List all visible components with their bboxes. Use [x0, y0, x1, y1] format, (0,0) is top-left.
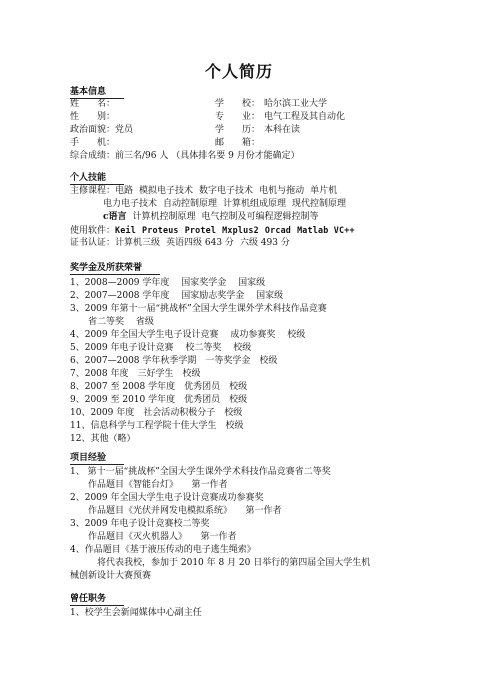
course-item: 电气控制及可编程逻辑控制等 [201, 212, 319, 222]
email-label: 邮 箱： [215, 138, 261, 148]
project-line: 2、2009 年全国大学生电子设计竞赛成功参赛奖 [70, 493, 264, 503]
project-line: 作品题目《光伏并网发电模拟系统》 第一作者 [70, 506, 282, 516]
award-item: 10、2009 年度 社会活动积极分子 校级 [70, 408, 243, 418]
degree-value: 本科在读 [264, 125, 301, 135]
grades-line: 综合成绩：前三名/96 人 （具体排名要 9 月份才能确定） [70, 151, 300, 161]
award-item: 3、2009 年第十一届“挑战杯”全国大学生课外学术科技作品竞赛 [70, 304, 327, 314]
certs-label: 证书认证： [70, 238, 116, 248]
software-item: Protel [184, 225, 217, 235]
degree-label: 学 历： [215, 125, 261, 135]
course-item: 计算机控制原理 [132, 212, 196, 222]
award-item: 2、2007—2008 学年度 国家励志奖学金 国家级 [70, 291, 284, 301]
phone-label: 手 机： [70, 138, 116, 148]
project-line: 1、 第十一届“挑战杯”全国大学生课外学术科技作品竞赛省二等奖 [70, 467, 331, 477]
school-value: 哈尔滨工业大学 [264, 99, 328, 109]
award-item: 1、2008—2009 学年度 国家奖学金 国家级 [70, 278, 266, 288]
project-line: 作品题目《灭火机器人》 第一作者 [70, 532, 237, 542]
courses-row-3 [103, 211, 319, 223]
course-item: 电路 [115, 186, 134, 196]
section-heading-positions: 曾任职务 [70, 593, 124, 606]
award-item: 7、2008 年度 三好学生 校级 [70, 369, 201, 379]
page-title: 个人简历 [204, 62, 273, 81]
section-heading-projects: 项目经验 [70, 452, 124, 465]
section-heading-basic-info: 基本信息 [70, 86, 124, 99]
software-item: Proteus [141, 225, 179, 235]
section-heading-skills: 个人技能 [70, 172, 124, 185]
award-item: 4、2009 年全国大学生电子设计竞赛 成功参赛奖 校级 [70, 330, 306, 340]
software-item: Keil [115, 225, 136, 235]
award-item: 省二等奖 省级 [70, 317, 154, 327]
project-line: 4、作品题目《基于液压传动的电子逃生绳索》 [70, 545, 256, 555]
project-line: 将代表我校，参加于 2010 年 8 月 20 日举行的第四届全国大学生机 [70, 558, 371, 568]
award-item: 9、2009 至 2010 学年度 优秀团员 校级 [70, 395, 248, 405]
course-item: 现代控制原理 [292, 199, 347, 209]
major-label: 专 业： [215, 112, 261, 122]
award-item: 11、信息科学与工程学院十佳大学生 校级 [70, 421, 244, 431]
project-line: 作品题目《智能台灯》 第一作者 [70, 480, 228, 490]
award-item: 8、2007 至 2008 学年度 优秀团员 校级 [70, 382, 248, 392]
course-item: 电机与拖动 [259, 186, 305, 196]
cert-item: 六级 493 分 [239, 238, 290, 248]
major-value: 电气工程及其自动化 [264, 112, 346, 122]
project-line: 械创新设计大赛预赛 [70, 571, 152, 581]
course-item: 计算机组成原理 [223, 199, 287, 209]
course-item: c语言 [103, 212, 127, 222]
award-item: 5、2009 年电子设计竞赛 校二等奖 校级 [70, 343, 252, 353]
name-label: 姓 名： [70, 99, 116, 109]
courses-row-2 [103, 198, 346, 210]
certs-row [70, 237, 290, 249]
gender-label: 性 别： [70, 112, 116, 122]
section-heading-awards: 奖学金及所获荣誉 [70, 262, 160, 275]
software-row [70, 224, 355, 237]
course-item: 自动控制原理 [163, 199, 218, 209]
course-item: 单片机 [310, 186, 338, 196]
software-item: Matlab VC++ [297, 225, 355, 235]
politics-value: 党员 [115, 125, 134, 135]
politics-label: 政治面貌： [70, 125, 116, 135]
award-item: 12、其他（略） [70, 434, 136, 444]
courses-row-1 [70, 185, 337, 197]
school-label: 学 校： [215, 99, 261, 109]
cert-item: 计算机三级 [115, 238, 161, 248]
software-item: Orcad [264, 225, 292, 235]
award-item: 6、2007—2008 学年秋季学期 一等奖学金 校级 [70, 356, 278, 366]
courses-label: 主修课程： [70, 186, 116, 196]
cert-item: 英语四级 643 分 [166, 238, 234, 248]
project-line: 3、2009 年电子设计竞赛校二等奖 [70, 519, 210, 529]
course-item: 电力电子技术 [103, 199, 158, 209]
course-item: 模拟电子技术 [139, 186, 194, 196]
software-label: 使用软件： [70, 226, 116, 236]
position-item: 1、校学生会新闻媒体中心副主任 [70, 608, 202, 618]
software-item: Mxplus2 [222, 225, 259, 235]
course-item: 数字电子技术 [199, 186, 254, 196]
